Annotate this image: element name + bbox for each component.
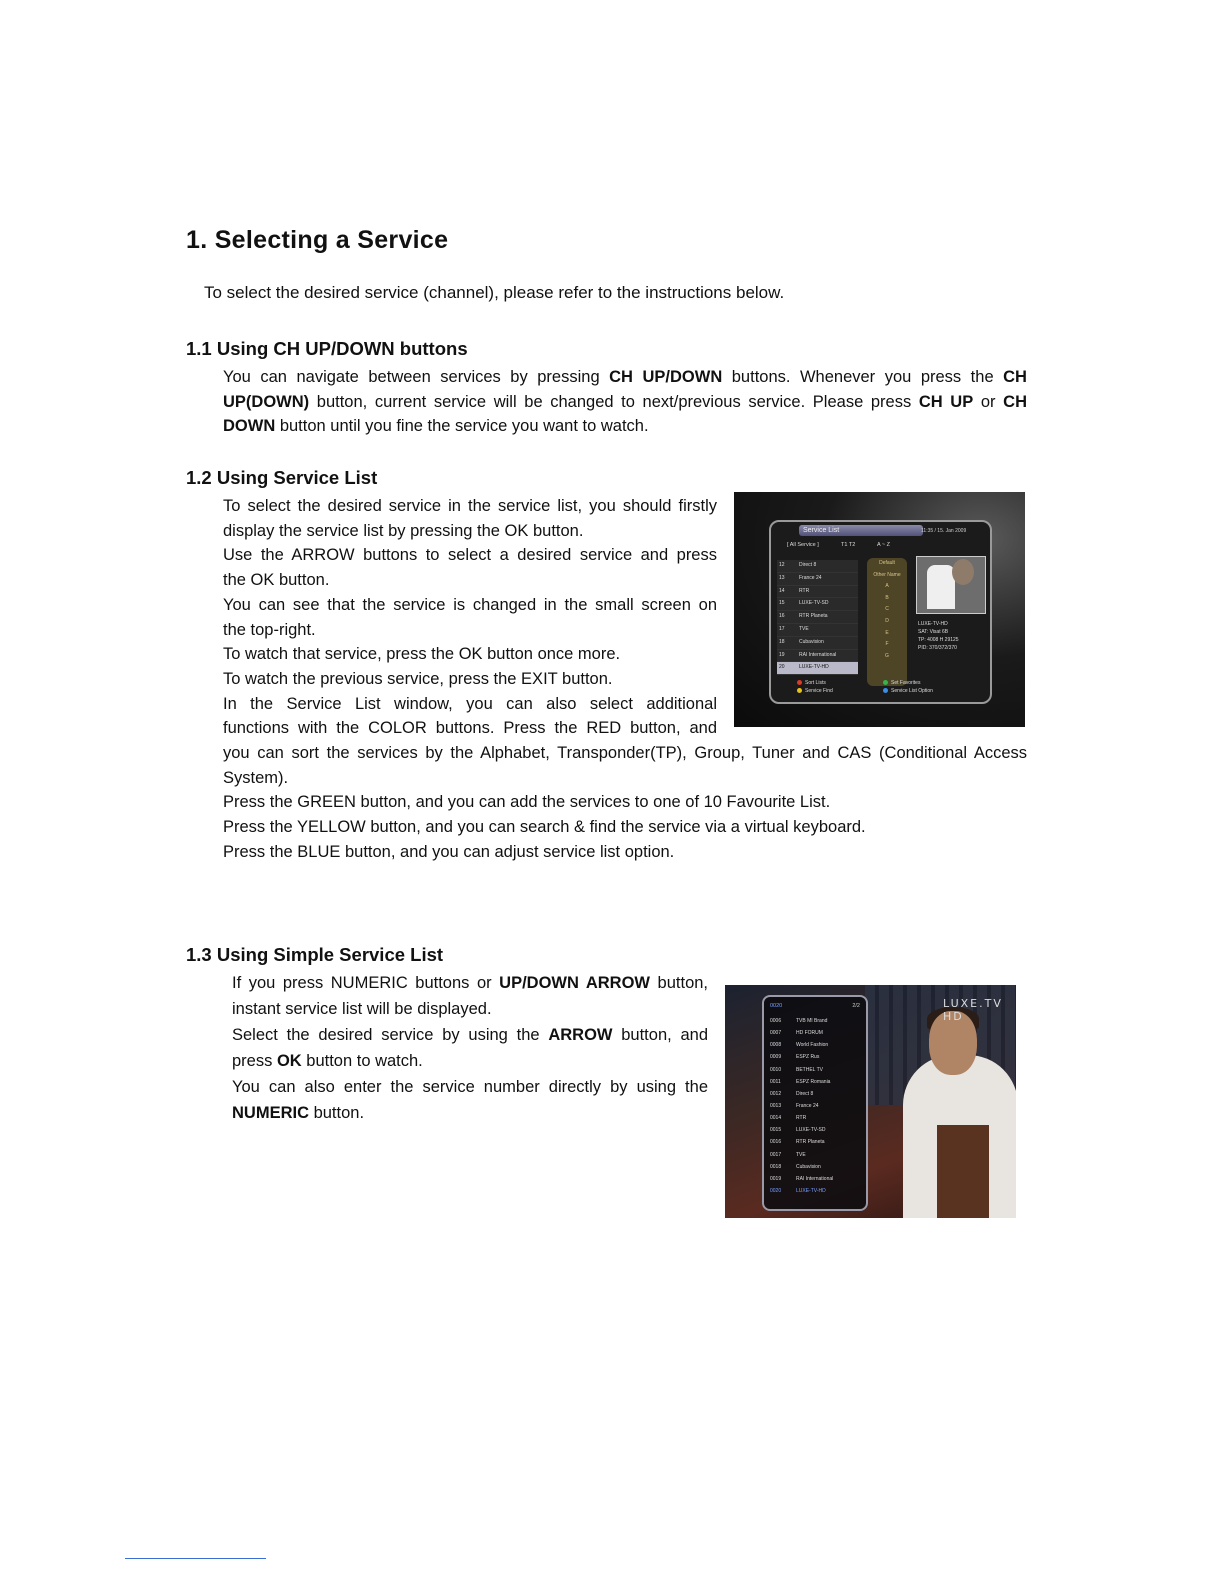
s11-line-2: UP(DOWN) button, current service will be changed to next/previous service. Please press CH UP or CH [223, 392, 1027, 411]
tab-sort: A ~ Z [877, 542, 890, 548]
s12-wide-line: Press the GREEN button, and you can add the services to one of 10 Favourite List. [223, 793, 831, 812]
service-info [918, 620, 959, 652]
s11-line-3: DOWN button until you fine the service you want to watch. [223, 417, 649, 436]
list-item: 0015 LUXE-TV-SD [770, 1127, 826, 1134]
s13-line-3: Select the desired service by using the ARROW button, and [232, 1026, 708, 1044]
s12-wide-line: you can sort the services by the Alphabet, Transponder(TP), Group, Tuner and CAS (Conditional Access [223, 744, 1027, 762]
s12-line: functions with the COLOR buttons. Press the RED button, and [223, 719, 717, 738]
sort-item: Default [879, 560, 895, 566]
list-item: 0011 ESPZ Romania [770, 1078, 831, 1085]
green-key: Set Favorites [883, 680, 920, 686]
yellow-key: Service Find [797, 688, 833, 694]
list-item: 15 LUXE-TV-SD [777, 598, 858, 611]
section-1-3-title: 1.3 Using Simple Service List [186, 944, 444, 965]
yellow-dot-icon [797, 688, 802, 693]
service-list [777, 560, 858, 675]
s12-line: To select the desired service in the service list, you should firstly [223, 497, 717, 515]
list-item: 0016 RTR Planeta [770, 1139, 825, 1146]
green-dot-icon [883, 680, 888, 685]
list-item: 0017 TVE [770, 1151, 806, 1158]
s13-line-5: You can also enter the service number directly by using the [232, 1078, 708, 1096]
info-line: SAT: Visat 6B [918, 629, 949, 635]
service-list-title: Service List [799, 525, 923, 536]
list-item: 0012 Direct 8 [770, 1090, 814, 1097]
channel-logo: LUXE.TV HD [943, 997, 1003, 1023]
s12-wide-line: Press the BLUE button, and you can adjust service list option. [223, 842, 675, 861]
preview-screen [916, 556, 986, 614]
section-1-2-title: 1.2 Using Service List [186, 467, 378, 488]
list-item-selected: 20 LUXE-TV-HD [777, 662, 858, 675]
intro-text: To select the desired service (channel), please refer to the instructions below. [204, 283, 785, 302]
service-list-screenshot [734, 492, 1025, 727]
tab-tuner: T1 T2 [841, 542, 856, 548]
info-line: LUXE-TV-HD [918, 621, 948, 627]
info-line: TP: 4008 H 29125 [918, 637, 959, 643]
s13-line-4: press OK button to watch. [232, 1052, 423, 1070]
s12-wide-line: System). [223, 768, 289, 787]
s12-line: Use the ARROW buttons to select a desired service and press [223, 546, 717, 565]
blue-dot-icon [883, 688, 888, 693]
s13-line-6: NUMERIC button. [232, 1104, 365, 1122]
simple-list-header: 0020 2/2 [770, 1003, 860, 1009]
list-item: 12 Direct 8 [777, 560, 858, 573]
red-key: Sort Lists [797, 680, 826, 686]
s11-line-1: You can navigate between services by pressing CH UP/DOWN buttons. Whenever you press the CH [223, 368, 1027, 386]
service-list-date: 11:35 / 15. Jan 2009 [921, 528, 967, 534]
sort-item: B [885, 594, 889, 601]
red-dot-icon [797, 680, 802, 685]
s12-line: In the Service List window, you can also select additional [223, 694, 717, 713]
list-item: 0009 ESPZ Rus [770, 1054, 820, 1061]
section-1-2-body-wide [223, 741, 1027, 865]
s12-line: the OK button. [223, 571, 330, 590]
list-item: 19 RAI International [777, 650, 858, 663]
sort-item: G [885, 652, 889, 659]
sort-item: F [885, 641, 889, 648]
sort-item: E [885, 629, 889, 636]
sort-item: Other Name [873, 571, 901, 578]
footnote-separator [125, 1558, 266, 1559]
list-item: 0010 BETHEL TV [770, 1066, 823, 1073]
color-key-legend [777, 680, 983, 698]
list-item: 0007 HD FORUM [770, 1030, 823, 1037]
sort-item: C [885, 606, 889, 613]
list-item: 14 RTR [777, 586, 858, 599]
s12-wide-line: Press the YELLOW button, and you can search & find the service via a virtual keyboard. [223, 818, 866, 837]
simple-service-list [770, 1015, 860, 1197]
s12-line: You can see that the service is changed in the small screen on [223, 595, 717, 614]
section-1-2-body [223, 494, 717, 741]
section-1-1-body [223, 365, 1027, 439]
list-item: 0019 RAI International [770, 1175, 834, 1182]
list-item: 0006 TVB MI Brand [770, 1018, 828, 1024]
s12-line: To watch the previous service, press the EXIT button. [223, 669, 613, 688]
sort-item: D [885, 617, 889, 624]
sort-column [867, 558, 907, 686]
service-list-window [769, 520, 992, 704]
sort-item: A [885, 583, 889, 590]
s12-line: the top-right. [223, 620, 316, 639]
list-item-selected: 0020 LUXE-TV-HD [770, 1187, 826, 1194]
s12-line: To watch that service, press the OK button once more. [223, 645, 621, 664]
list-item: 18 Cubavision [777, 637, 858, 650]
simple-service-list-screenshot [725, 985, 1016, 1218]
list-item: 17 TVE [777, 624, 858, 637]
simple-service-list-panel [762, 995, 868, 1211]
list-item: 16 RTR Planeta [777, 611, 858, 624]
tab-all-service: [ All Service ] [787, 542, 819, 548]
s12-line: display the service list by pressing the OK button. [223, 521, 584, 540]
blue-key: Service List Option [883, 688, 933, 694]
page-title: 1. Selecting a Service [186, 226, 449, 254]
info-line: PID: 370/372/370 [918, 645, 957, 651]
list-item: 0008 World Fashion [770, 1042, 829, 1049]
s13-line-1: If you press NUMERIC buttons or UP/DOWN ARROW button, [232, 974, 709, 992]
list-item: 0013 France 24 [770, 1102, 819, 1109]
s13-line-2: instant service list will be displayed. [232, 1000, 492, 1018]
section-1-3-body [232, 970, 708, 1126]
section-1-1-title: 1.1 Using CH UP/DOWN buttons [186, 338, 468, 359]
list-item: 0014 RTR [770, 1115, 807, 1122]
list-item: 13 France 24 [777, 573, 858, 586]
list-item: 0018 Cubavision [770, 1163, 821, 1170]
